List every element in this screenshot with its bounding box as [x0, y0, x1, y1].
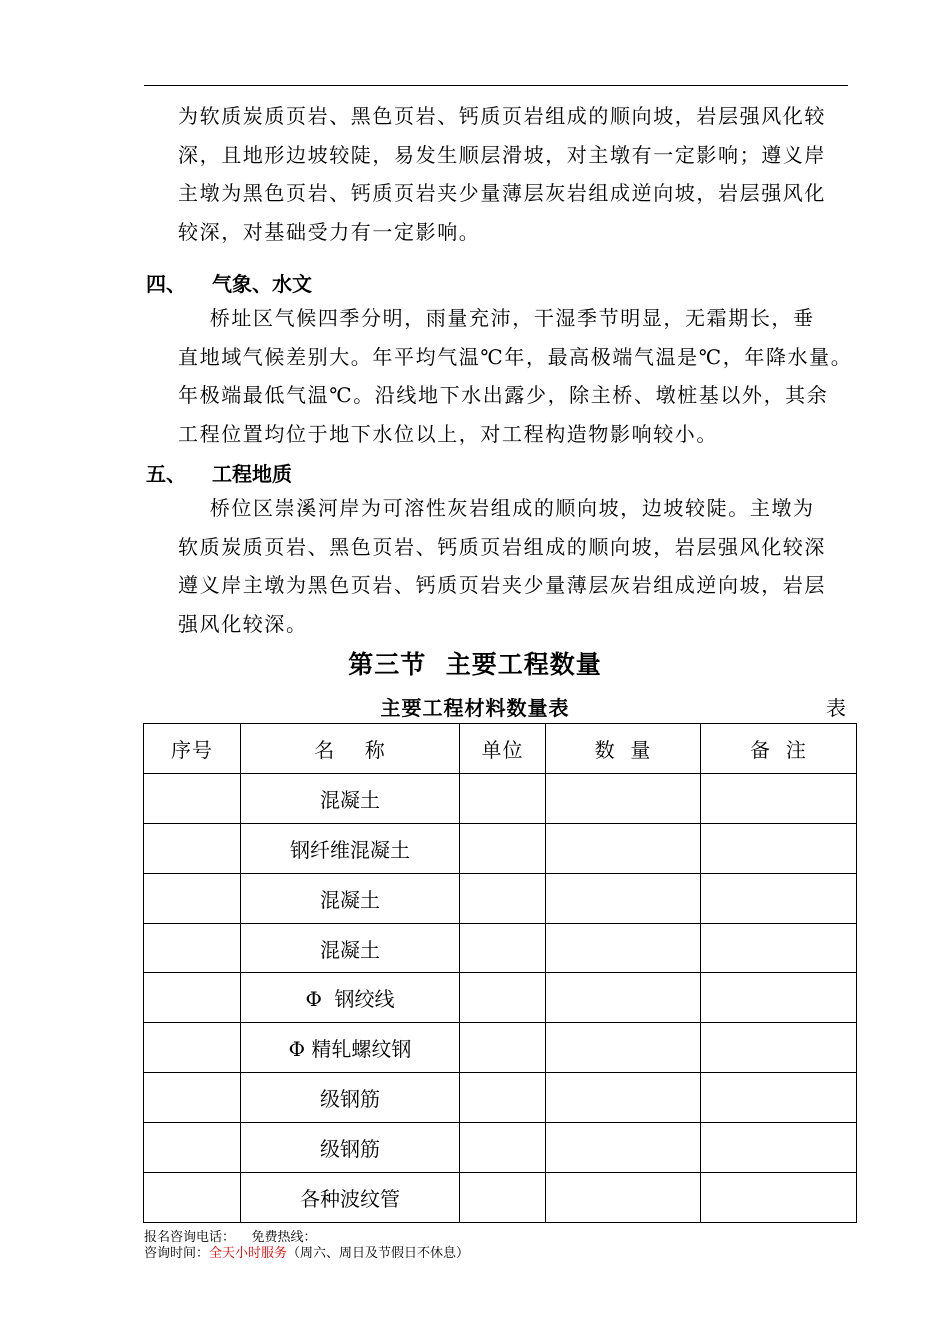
paragraph-line: 为软质炭质页岩、黑色页岩、钙质页岩组成的顺向坡，岩层强风化较 [178, 104, 826, 128]
table-caption: 主要工程材料数量表 [380, 696, 570, 720]
footer-hours-note: （周六、周日及节假日不休息） [287, 1246, 470, 1261]
cell-name: Φ 钢绞线 [241, 973, 460, 1023]
cell-remarks [701, 973, 857, 1023]
table-row [144, 1123, 857, 1173]
paragraph-geology [178, 489, 848, 643]
cell-name: Φ 精轧螺纹钢 [241, 1023, 460, 1073]
cell-quantity [546, 1173, 701, 1223]
cell-name: 各种波纹管 [241, 1173, 460, 1223]
cell-remarks [701, 1123, 857, 1173]
cell-remarks [701, 823, 857, 873]
header-name: 名 称 [241, 724, 460, 774]
paragraph-line: 主墩为黑色页岩、钙质页岩夹少量薄层灰岩组成逆向坡，岩层强风化 [178, 181, 826, 205]
cell-unit [460, 973, 546, 1023]
cell-quantity [546, 973, 701, 1023]
cell-quantity [546, 1023, 701, 1073]
cell-index [144, 773, 241, 823]
section-number: 五、 [146, 462, 186, 486]
section-heading-text: 工程地质 [212, 462, 292, 486]
paragraph-line: 强风化较深。 [178, 611, 308, 636]
cell-quantity [546, 823, 701, 873]
cell-index [144, 1123, 241, 1173]
table-row [144, 973, 857, 1023]
section-heading-geology [146, 458, 292, 487]
header-rule [144, 85, 848, 86]
cell-unit [460, 873, 546, 923]
cell-index [144, 1073, 241, 1123]
cell-unit [460, 773, 546, 823]
cell-remarks [701, 1073, 857, 1123]
section-title: 第三节 主要工程数量 [348, 650, 602, 679]
section-number: 四、 [146, 272, 186, 296]
cell-name: 混凝土 [241, 923, 460, 973]
cell-index [144, 1023, 241, 1073]
paragraph-line: 桥址区气候四季分明，雨量充沛，干湿季节明显，无霜期长，垂 [178, 306, 815, 330]
table-row [144, 923, 857, 973]
paragraph-weather [178, 299, 853, 453]
cell-unit [460, 1173, 546, 1223]
paragraph-line: 工程位置均位于地下水位以上，对工程构造物影响较小。 [178, 421, 718, 446]
cell-remarks [701, 1023, 857, 1073]
paragraph-line: 深，且地形边坡较陡，易发生顺层滑坡，对主墩有一定影响；遵义岸 [178, 142, 826, 167]
cell-index [144, 873, 241, 923]
paragraph-line: 年极端最低气温℃。沿线地下水出露少，除主桥、墩桩基以外，其余 [178, 383, 829, 407]
table-tag: 表 [826, 696, 846, 720]
paragraph-line: 桥位区崇溪河岸为可溶性灰岩组成的顺向坡，边坡较陡。主墩为 [178, 496, 815, 520]
cell-unit [460, 1023, 546, 1073]
footer-hours-label: 咨询时间： [144, 1246, 210, 1261]
table-row [144, 1023, 857, 1073]
cell-index [144, 923, 241, 973]
paragraph-continuation [178, 97, 848, 251]
cell-name: 级钢筋 [241, 1073, 460, 1123]
paragraph-line: 遵义岸主墩为黑色页岩、钙质页岩夹少量薄层灰岩组成逆向坡，岩层 [178, 573, 826, 597]
footer-hours [144, 1242, 469, 1261]
cell-remarks [701, 923, 857, 973]
cell-quantity [546, 1123, 701, 1173]
materials-table [143, 723, 857, 1223]
cell-unit [460, 1073, 546, 1123]
cell-quantity [546, 873, 701, 923]
table-row [144, 1073, 857, 1123]
section-heading-weather [146, 268, 312, 297]
paragraph-line: 较深，对基础受力有一定影响。 [178, 219, 481, 244]
cell-index [144, 823, 241, 873]
cell-remarks [701, 773, 857, 823]
table-header-row [144, 724, 857, 774]
cell-unit [460, 1123, 546, 1173]
footer-phone-text: 报名咨询电话： 免费热线： [144, 1230, 317, 1245]
cell-remarks [701, 873, 857, 923]
table-row [144, 823, 857, 873]
header-remarks: 备 注 [701, 724, 857, 774]
cell-index [144, 973, 241, 1023]
cell-quantity [546, 923, 701, 973]
header-unit: 单位 [460, 724, 546, 774]
paragraph-line: 软质炭质页岩、黑色页岩、钙质页岩组成的顺向坡，岩层强风化较深 [178, 534, 826, 559]
cell-name: 混凝土 [241, 773, 460, 823]
section-heading-text: 气象、水文 [212, 272, 312, 296]
header-index: 序号 [144, 724, 241, 774]
header-quantity: 数 量 [546, 724, 701, 774]
cell-remarks [701, 1173, 857, 1223]
cell-name: 钢纤维混凝土 [241, 823, 460, 873]
cell-quantity [546, 1073, 701, 1123]
cell-name: 混凝土 [241, 873, 460, 923]
paragraph-line: 直地域气候差别大。年平均气温℃年，最高极端气温是℃，年降水量。 [178, 344, 853, 369]
table-row [144, 1173, 857, 1223]
cell-index [144, 1173, 241, 1223]
table-row [144, 873, 857, 923]
table-row [144, 773, 857, 823]
cell-name: 级钢筋 [241, 1123, 460, 1173]
footer-hours-highlight: 全天小时服务 [209, 1246, 288, 1261]
cell-unit [460, 823, 546, 873]
cell-quantity [546, 773, 701, 823]
cell-unit [460, 923, 546, 973]
